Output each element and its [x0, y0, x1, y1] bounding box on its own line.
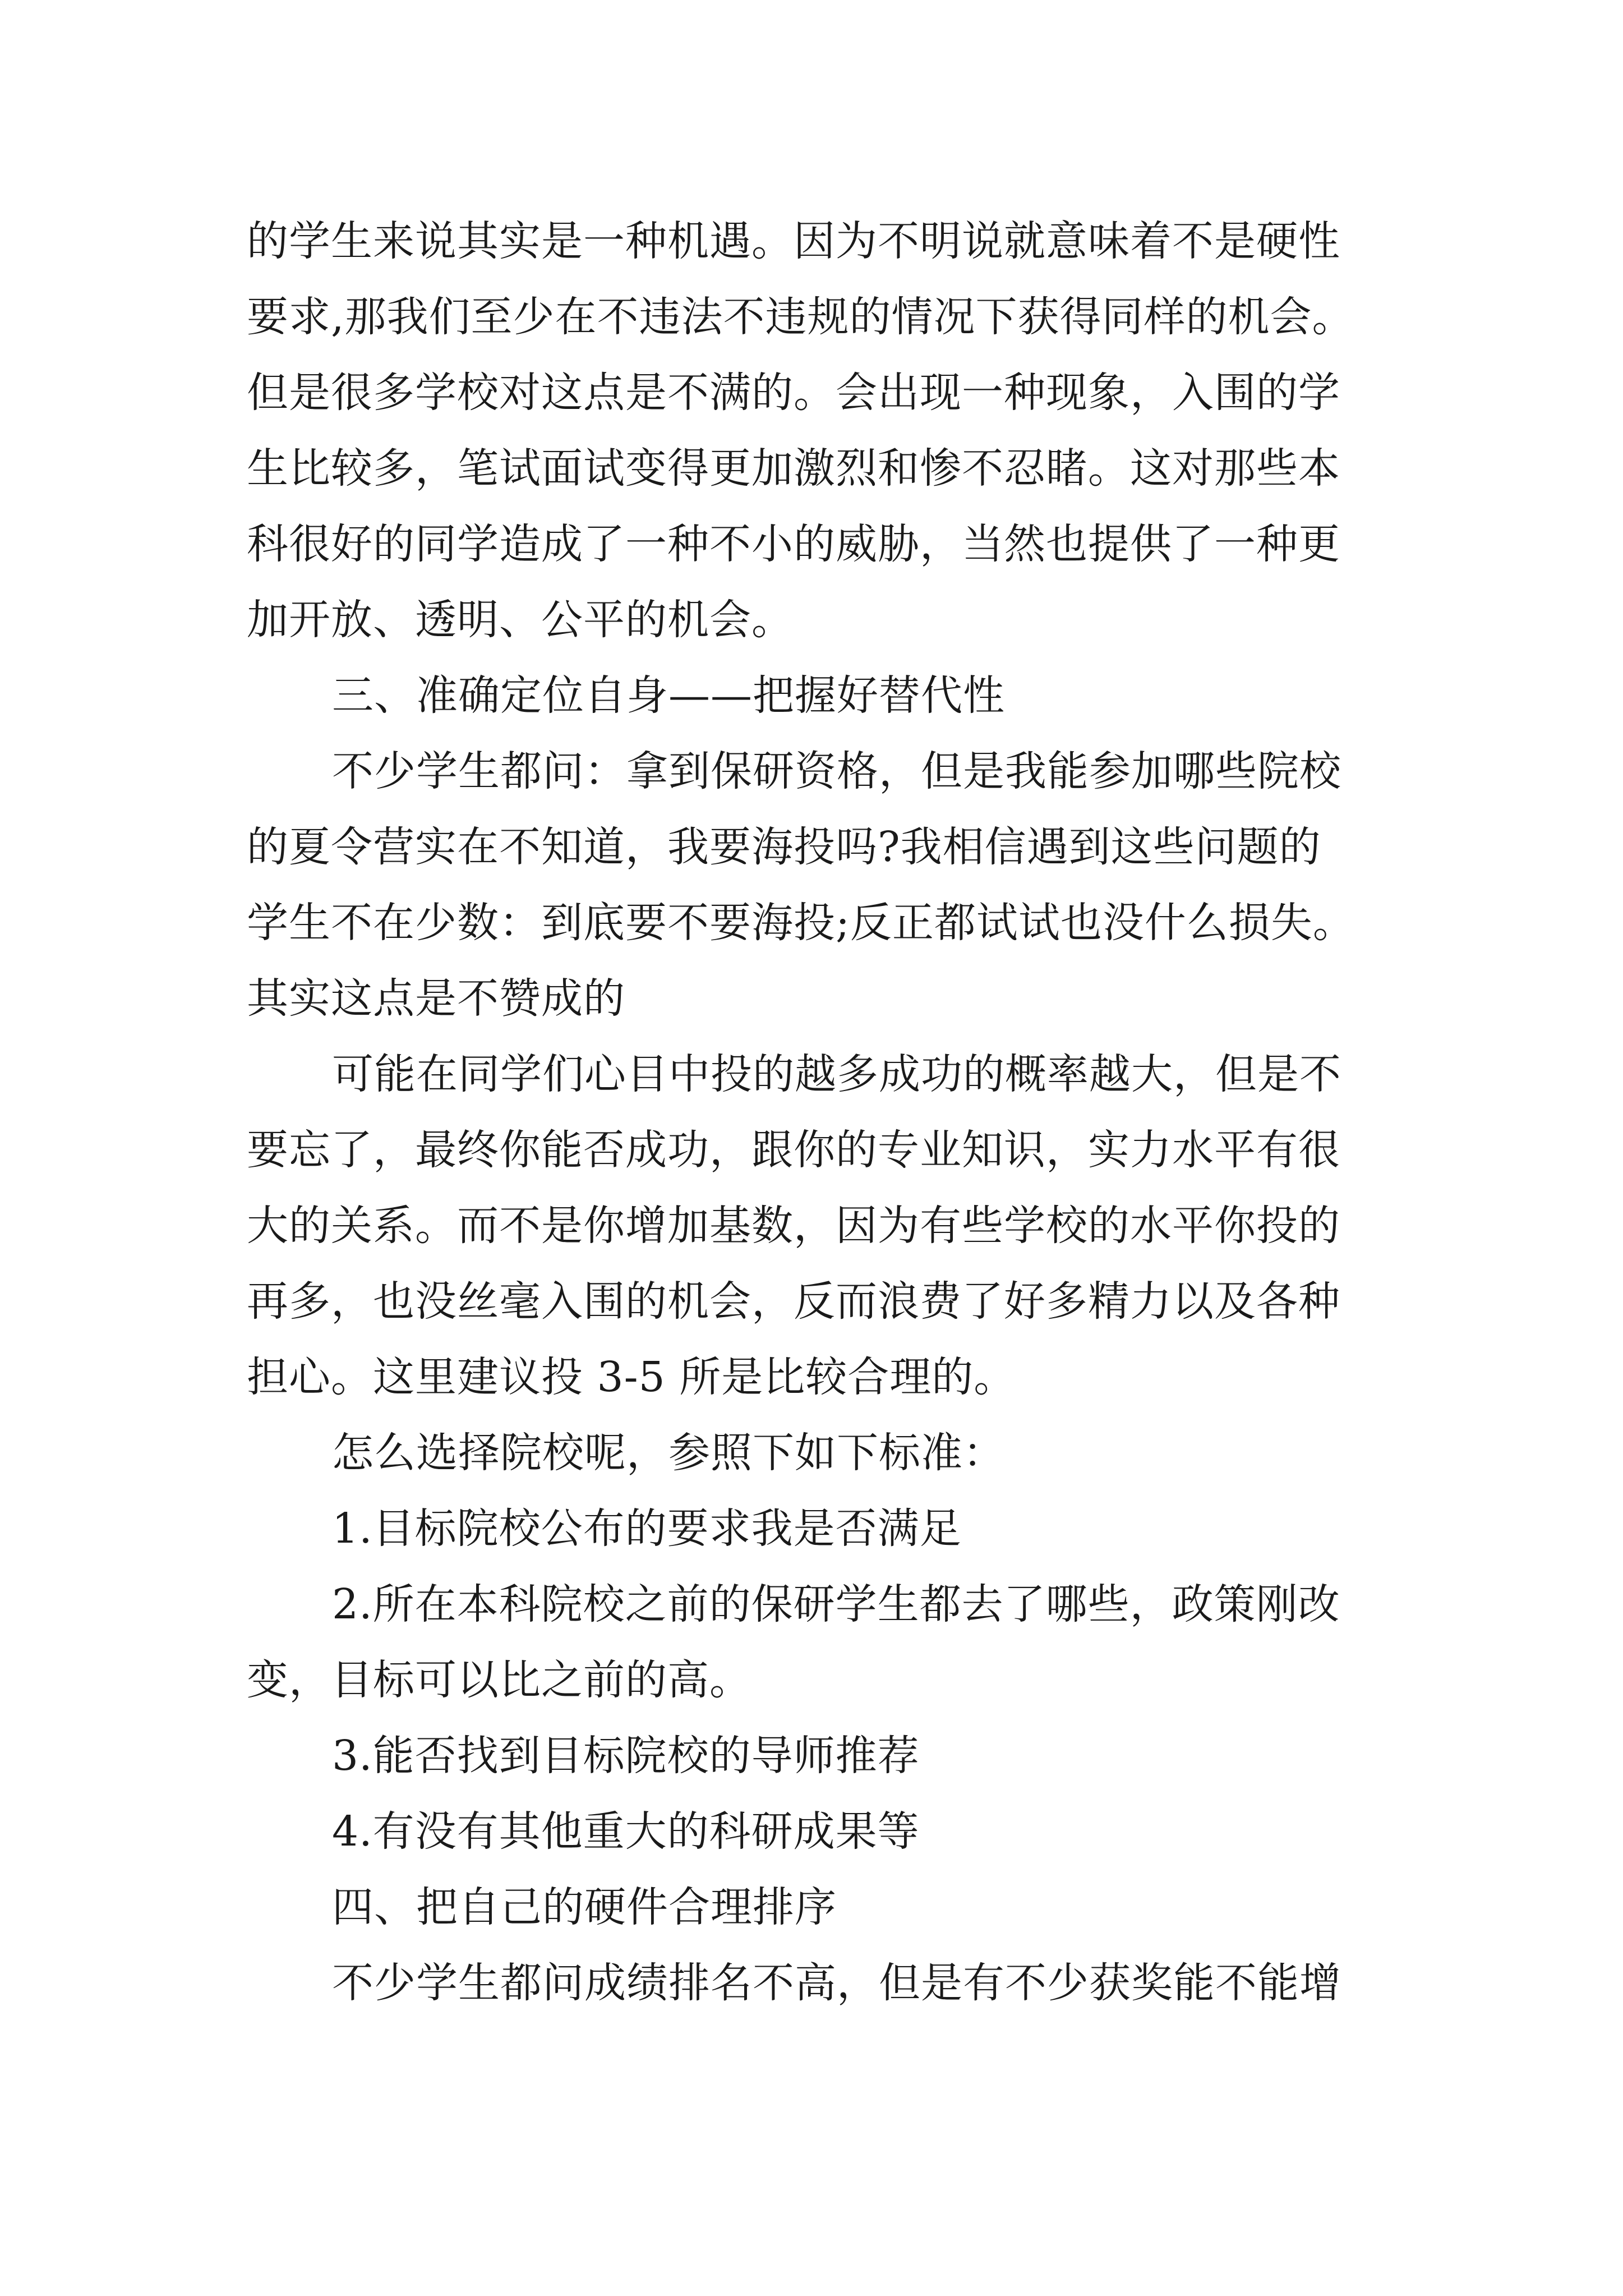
paragraph-line: 生比较多，笔试面试变得更加激烈和惨不忍睹。这对那些本	[247, 444, 1340, 493]
paragraph-line: 的夏令营实在不知道，我要海投吗?我相信遇到这些问题的	[247, 823, 1321, 871]
paragraph-line: 其实这点是不赞成的	[247, 974, 625, 1023]
list-item-continuation: 变，目标可以比之前的高。	[247, 1656, 751, 1704]
paragraph-line: 科很好的同学造成了一种不小的威胁，当然也提供了一种更	[247, 520, 1340, 568]
paragraph-line: 要忘了，最终你能否成功，跟你的专业知识，实力水平有很	[247, 1126, 1340, 1174]
paragraph-line: 再多，也没丝毫入围的机会，反而浪费了好多精力以及各种	[247, 1277, 1340, 1326]
list-item: 2.所在本科院校之前的保研学生都去了哪些，政策刚改	[332, 1580, 1340, 1628]
paragraph-line: 担心。这里建议投 3-5 所是比较合理的。	[247, 1353, 1016, 1401]
paragraph-line: 学生不在少数：到底要不要海投;反正都试试也没什么损失。	[247, 899, 1355, 947]
paragraph-line: 怎么选择院校呢，参照下如下标准：	[332, 1429, 1005, 1477]
section-heading: 四、把自己的硬件合理排序	[332, 1883, 837, 1931]
section-heading: 三、准确定位自身——把握好替代性	[332, 671, 1005, 720]
paragraph-line: 不少学生都问成绩排名不高，但是有不少获奖能不能增	[332, 1959, 1341, 2007]
paragraph-line: 可能在同学们心目中投的越多成功的概率越大，但是不	[332, 1050, 1341, 1098]
paragraph-line: 不少学生都问：拿到保研资格，但是我能参加哪些院校	[332, 747, 1341, 795]
paragraph-line: 大的关系。而不是你增加基数，因为有些学校的水平你投的	[247, 1202, 1340, 1250]
paragraph-line: 但是很多学校对这点是不满的。会出现一种现象，入围的学	[247, 369, 1340, 417]
list-item: 3.能否找到目标院校的导师推荐	[332, 1732, 920, 1780]
list-item: 1.目标院校公布的要求我是否满足	[332, 1504, 962, 1553]
list-item: 4.有没有其他重大的科研成果等	[332, 1807, 920, 1856]
paragraph-line: 要求,那我们至少在不违法不违规的情况下获得同样的机会。	[247, 293, 1354, 341]
paragraph-line: 的学生来说其实是一种机遇。因为不明说就意味着不是硬性	[247, 217, 1340, 265]
paragraph-line: 加开放、透明、公平的机会。	[247, 596, 794, 644]
